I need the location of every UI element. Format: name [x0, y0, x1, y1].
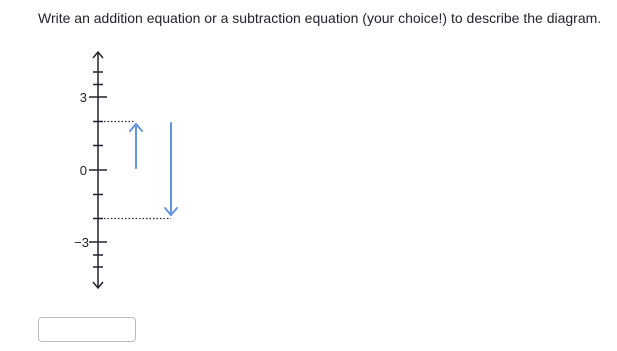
up-arrow	[130, 124, 142, 168]
tick-label-neg3: −3	[74, 235, 89, 250]
answer-input[interactable]	[38, 317, 136, 342]
tick-label-3: 3	[79, 90, 87, 105]
down-arrow	[165, 123, 177, 215]
question-prompt: Write an addition equation or a subtraction equation (your choice!) to describe the diagram.	[38, 10, 602, 26]
tick-label-0: 0	[79, 163, 87, 178]
